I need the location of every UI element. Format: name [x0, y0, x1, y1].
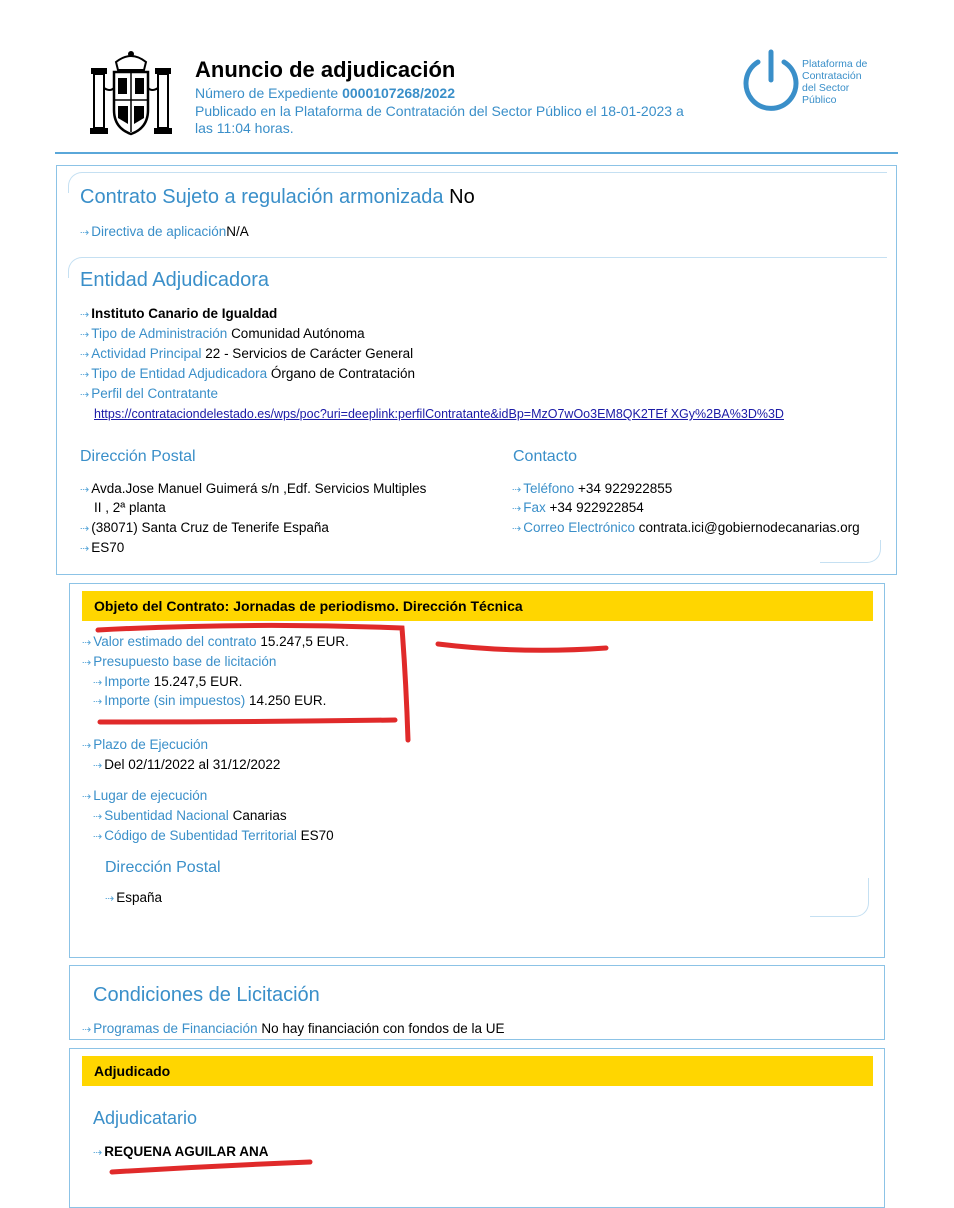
red-underline-importe — [100, 720, 395, 722]
arrow-icon: ⇢ — [80, 227, 90, 239]
direccion-line1: Avda.Jose Manuel Guimerá s/n ,Edf. Servicios Multiples — [91, 481, 427, 496]
plazo-label: Plazo de Ejecución — [93, 737, 209, 752]
direccion-line2: (38071) Santa Cruz de Tenerife España — [91, 520, 329, 535]
regulacion-value: No — [449, 186, 475, 208]
perfil-contratante-link[interactable]: https://contrataciondelestado.es/wps/poc?uri=deeplink:perfilContratante&idBp=MzO7wOo3EM8QK2TEf XGy%2BA%3D%3D — [94, 407, 784, 421]
valor-label: Valor estimado del contrato — [93, 634, 257, 649]
lugar-label: Lugar de ejecución — [93, 788, 208, 803]
arrow-icon: ⇢ — [80, 349, 90, 361]
red-underline-adjudicatario — [112, 1162, 310, 1172]
fax-label: Fax — [523, 500, 546, 515]
adjudicado-banner: Adjudicado — [82, 1056, 873, 1086]
arrow-icon: ⇢ — [80, 484, 90, 496]
arrow-icon: ⇢ — [105, 893, 115, 905]
tipo-entidad-value: Órgano de Contratación — [270, 366, 415, 381]
fax-value: +34 922922854 — [549, 500, 644, 515]
perfil-label: Perfil del Contratante — [91, 386, 219, 401]
direccion-line3: ES70 — [91, 540, 125, 555]
programas-label: Programas de Financiación — [93, 1021, 258, 1036]
codigo-value: ES70 — [300, 828, 334, 843]
page-title: Anuncio de adjudicación — [195, 57, 456, 82]
arrow-icon: ⇢ — [82, 637, 92, 649]
logo-text-4: Público — [802, 94, 837, 106]
published-line-1: Publicado en la Plataforma de Contratación del Sector Público el 18-01-2023 a — [195, 103, 684, 119]
programas-value: No hay financiación con fondos de la UE — [261, 1021, 505, 1036]
arrow-icon: ⇢ — [82, 791, 92, 803]
arrow-icon: ⇢ — [512, 484, 522, 496]
importe-sin-value: 14.250 EUR. — [249, 693, 327, 708]
logo-text-3: del Sector — [802, 82, 850, 94]
presupuesto-label: Presupuesto base de licitación — [93, 654, 277, 669]
telefono-value: +34 922922855 — [578, 481, 673, 496]
arrow-icon: ⇢ — [93, 831, 103, 843]
importe-sin-label: Importe (sin impuestos) — [104, 693, 246, 708]
arrow-icon: ⇢ — [93, 811, 103, 823]
arrow-icon: ⇢ — [80, 309, 90, 321]
published-line-2: las 11:04 horas. — [195, 120, 294, 136]
logo-text-1: Plataforma de — [802, 58, 868, 70]
subentidad-label: Subentidad Nacional — [104, 808, 229, 823]
arrow-icon: ⇢ — [80, 389, 90, 401]
arrow-icon: ⇢ — [82, 1024, 92, 1036]
importe-label: Importe — [104, 674, 150, 689]
directiva-label: Directiva de aplicación — [91, 224, 227, 239]
regulacion-heading: Contrato Sujeto a regulación armonizada — [80, 186, 444, 208]
objeto-direccion-heading: Dirección Postal — [105, 859, 221, 876]
arrow-icon: ⇢ — [82, 740, 92, 752]
arrow-icon: ⇢ — [80, 369, 90, 381]
expediente-number: 0000107268/2022 — [342, 85, 455, 101]
logo-text-2: Contratación — [802, 70, 862, 82]
condiciones-heading: Condiciones de Licitación — [93, 984, 320, 1006]
adjudicatario-name: REQUENA AGUILAR ANA — [104, 1144, 269, 1159]
entidad-name: Instituto Canario de Igualdad — [91, 306, 278, 321]
directiva-value: N/A — [226, 224, 249, 239]
tipo-admin-value: Comunidad Autónoma — [231, 326, 365, 341]
telefono-label: Teléfono — [523, 481, 575, 496]
importe-value: 15.247,5 EUR. — [153, 674, 243, 689]
arrow-icon: ⇢ — [80, 523, 90, 535]
objeto-direccion-value: España — [116, 890, 163, 905]
email-value: contrata.ici@gobiernodecanarias.org — [638, 520, 860, 535]
direccion-postal-heading: Dirección Postal — [80, 448, 196, 465]
arrow-icon: ⇢ — [80, 543, 90, 555]
plazo-value: Del 02/11/2022 al 31/12/2022 — [104, 757, 281, 772]
actividad-label: Actividad Principal — [91, 346, 202, 361]
arrow-icon: ⇢ — [93, 696, 103, 708]
entidad-heading: Entidad Adjudicadora — [80, 269, 270, 291]
contacto-heading: Contacto — [513, 448, 578, 465]
arrow-icon: ⇢ — [93, 760, 103, 772]
arrow-icon: ⇢ — [82, 657, 92, 669]
adjudicatario-heading: Adjudicatario — [93, 1108, 198, 1128]
arrow-icon: ⇢ — [512, 523, 522, 535]
valor-value: 15.247,5 EUR. — [260, 634, 349, 649]
subentidad-value: Canarias — [232, 808, 287, 823]
objeto-banner: Objeto del Contrato: Jornadas de periodismo. Dirección Técnica — [82, 591, 873, 621]
arrow-icon: ⇢ — [93, 677, 103, 689]
arrow-icon: ⇢ — [512, 503, 522, 515]
red-underline-tecnica — [438, 644, 606, 650]
expediente-label: Número de Expediente — [195, 85, 339, 101]
codigo-label: Código de Subentidad Territorial — [104, 828, 297, 843]
actividad-value: 22 - Servicios de Carácter General — [205, 346, 414, 361]
tipo-admin-label: Tipo de Administración — [91, 326, 228, 341]
arrow-icon: ⇢ — [80, 329, 90, 341]
arrow-icon: ⇢ — [93, 1147, 103, 1159]
email-label: Correo Electrónico — [523, 520, 636, 535]
tipo-entidad-label: Tipo de Entidad Adjudicadora — [91, 366, 268, 381]
direccion-line1b: II , 2ª planta — [94, 500, 166, 515]
